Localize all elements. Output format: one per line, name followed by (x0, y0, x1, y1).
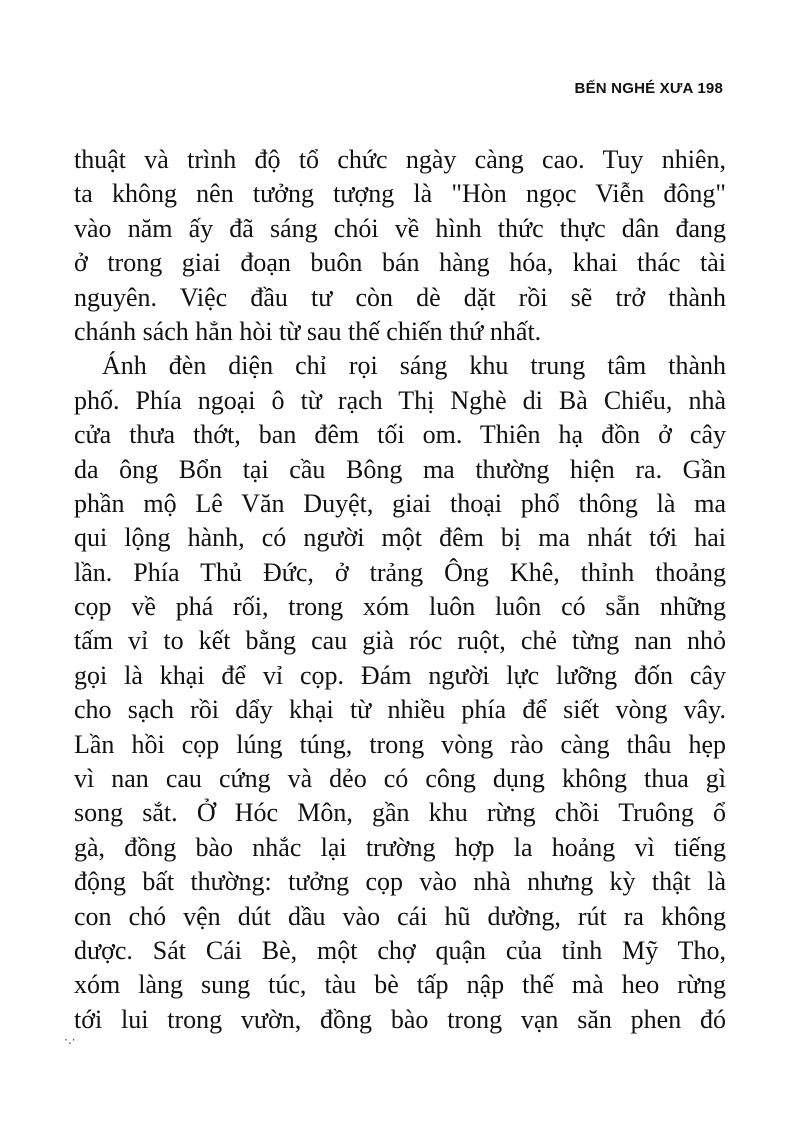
text-line: cọp về phá rối, trong xóm luôn luôn có sẵn những (74, 592, 726, 622)
text-line: phố. Phía ngoại ô từ rạch Thị Nghè di Bà Chiểu, nhà (74, 385, 726, 415)
text-line: cửa thưa thớt, ban đêm tối om. Thiên hạ đồn ở cây (74, 420, 726, 450)
text-line: da ông Bổn tại cầu Bông ma thường hiện ra. Gần (74, 454, 726, 484)
text-line: thuật và trình độ tổ chức ngày càng cao. Tuy nhiên, (74, 145, 726, 174)
text-line: nguyên. Việc đầu tư còn dè dặt rồi sẽ trở thành (74, 282, 726, 312)
text-line: chánh sách hẳn hòi từ sau thế chiến thứ nhất. (74, 316, 542, 346)
text-line: cho sạch rồi dẩy khại từ nhiều phía để siết vòng vây. (74, 695, 726, 725)
scan-smudge: ·.· (64, 1033, 76, 1047)
text-line: động bất thường: tưởng cọp vào nhà nhưng kỳ thật là (74, 867, 726, 897)
paragraph-1 (74, 143, 726, 349)
text-line: ta không nên tưởng tượng là "Hòn ngọc Viễn đông" (74, 179, 726, 209)
text-line: vì nan cau cứng và dẻo có công dụng không thua gì (74, 764, 726, 794)
text-line: Lần hồi cọp lúng túng, trong vòng rào càng thâu hẹp (74, 729, 726, 759)
text-line: lần. Phía Thủ Đức, ở trảng Ông Khê, thỉnh thoảng (74, 557, 726, 587)
text-line: qui lộng hành, có người một đêm bị ma nhát tới hai (74, 523, 726, 553)
text-line: xóm làng sung túc, tàu bè tấp nập thế mà heo rừng (74, 970, 726, 1000)
paragraph-2 (74, 349, 726, 1037)
text-line: vào năm ấy đã sáng chói về hình thức thực dân đang (74, 213, 726, 243)
text-line: song sắt. Ở Hóc Môn, gần khu rừng chồi Truông ổ (74, 798, 726, 828)
text-line: Ánh đèn diện chỉ rọi sáng khu trung tâm thành (102, 351, 726, 381)
text-line: gà, đồng bào nhắc lại trường hợp la hoảng vì tiếng (74, 832, 726, 862)
text-line: tới lui trong vườn, đồng bào trong vạn săn phen đó (74, 1004, 726, 1034)
text-line: tấm vỉ to kết bằng cau già róc ruột, chẻ từng nan nhỏ (74, 626, 726, 656)
text-line: con chó vện dút dầu vào cái hũ dường, rút ra không (74, 901, 726, 931)
body-text (74, 143, 726, 1037)
text-line: ở trong giai đoạn buôn bán hàng hóa, khai thác tài (74, 248, 726, 278)
text-line: dược. Sát Cái Bè, một chợ quận của tỉnh Mỹ Tho, (74, 935, 726, 965)
running-header: BẾN NGHÉ XƯA 198 (574, 80, 723, 97)
text-line: gọi là khại để vỉ cọp. Đám người lực lưỡng đốn cây (74, 660, 726, 690)
text-line: phần mộ Lê Văn Duyệt, giai thoại phổ thông là ma (74, 488, 726, 518)
